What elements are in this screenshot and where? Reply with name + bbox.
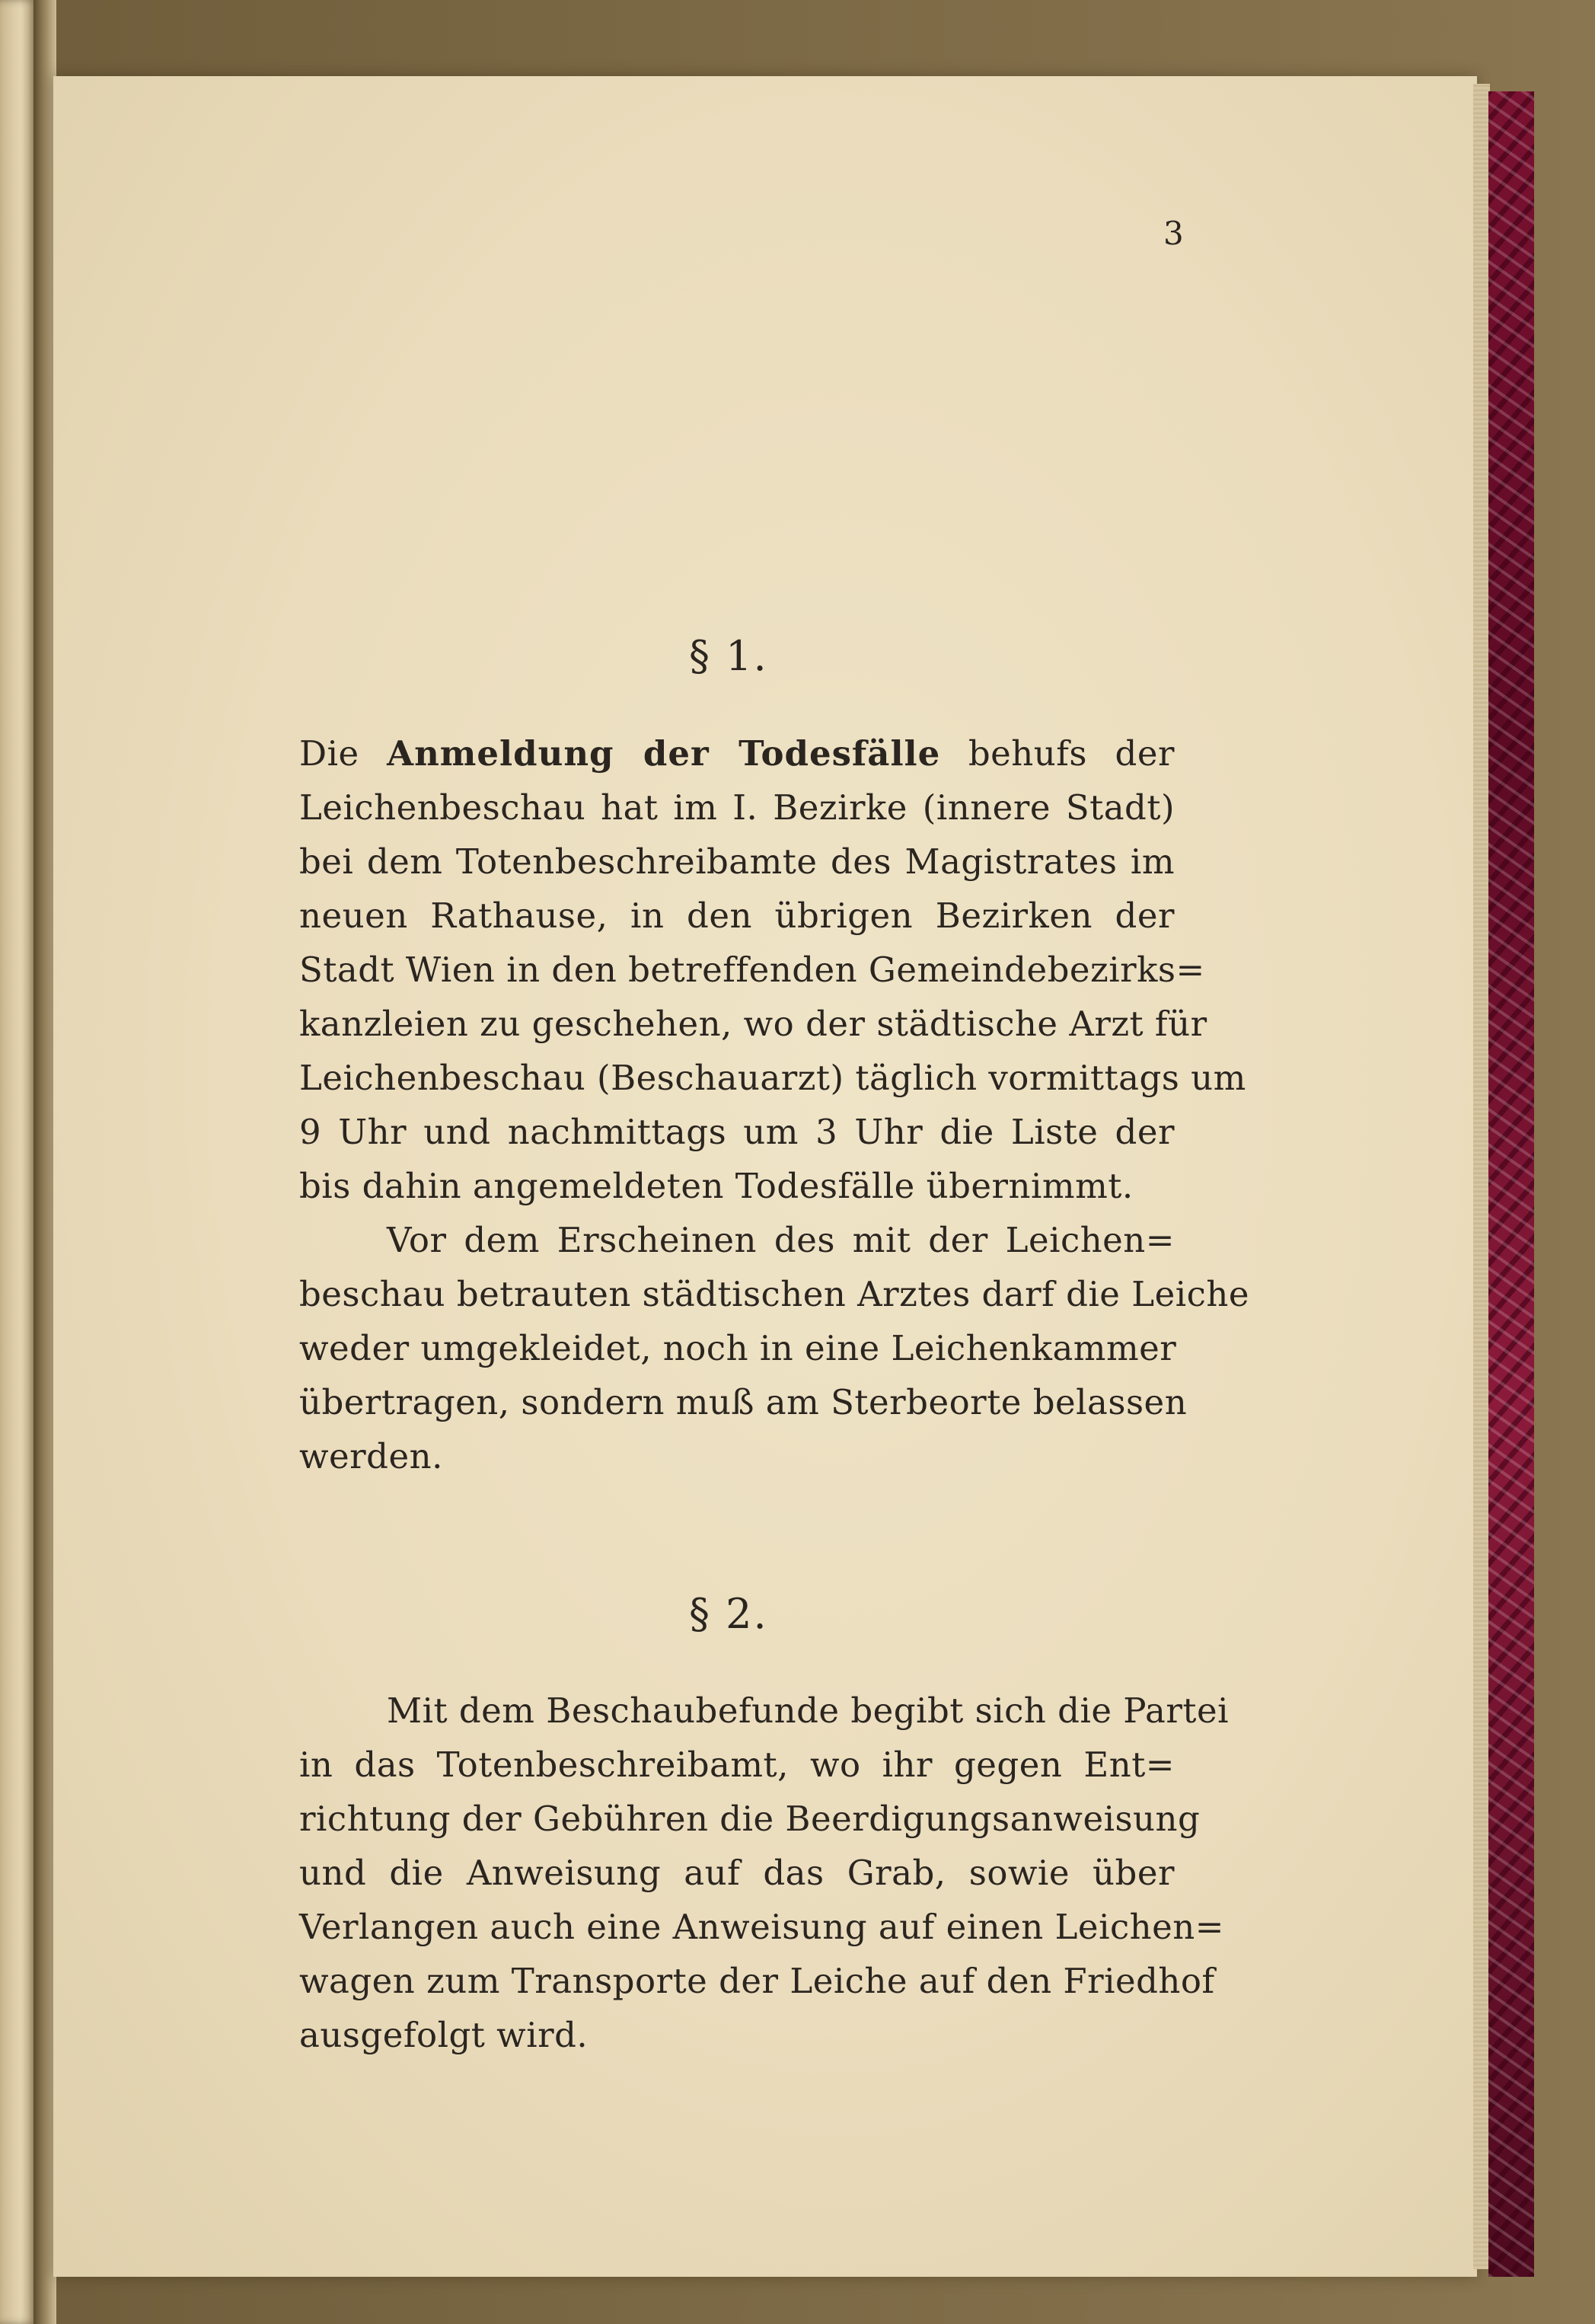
paragraph-line: Vor dem Erscheinen des mit der Leichen= <box>387 1220 1175 1260</box>
paragraph-line: Leichenbeschau hat im I. Bezirke (innere Stadt) <box>299 787 1175 828</box>
paragraph-line: kanzleien zu geschehen, wo der städtische Arzt für <box>299 1004 1207 1044</box>
paragraph-line: werden. <box>299 1436 443 1476</box>
left-page-edge <box>0 0 37 2324</box>
paragraph-line: übertragen, sondern muß am Sterbeorte belassen <box>299 1382 1188 1422</box>
line-text: Die <box>299 733 359 774</box>
line-text: behufs der <box>968 733 1175 774</box>
paragraph-line: ausgefolgt wird. <box>299 2015 589 2055</box>
paragraph-line: beschau betrauten städtischen Arztes darf die Leiche <box>299 1274 1249 1314</box>
paragraph-line: in das Totenbeschreibamt, wo ihr gegen Ent= <box>299 1745 1175 1785</box>
paragraph-line: Stadt Wien in den betreffenden Gemeindebezirks= <box>299 950 1205 990</box>
paragraph-line: neuen Rathause, in den übrigen Bezirken der <box>299 895 1175 936</box>
section-heading-1: § 1. <box>689 632 768 680</box>
paragraph-line: Leichenbeschau (Beschauarzt) täglich vormittags um <box>299 1058 1246 1098</box>
paragraph-line: bis dahin angemeldeten Todesfälle übernimmt. <box>299 1166 1134 1206</box>
emphasized-text: Anmeldung der Todesfälle <box>387 733 941 774</box>
paragraph-line: und die Anweisung auf das Grab, sowie über <box>299 1853 1175 1893</box>
paragraph-line: wagen zum Transporte der Leiche auf den Friedhof <box>299 1961 1215 2001</box>
marbled-cover-edge <box>1488 91 1534 2277</box>
paragraph-line <box>299 733 1175 774</box>
paragraph-line: weder umgekleidet, noch in eine Leichenkammer <box>299 1328 1177 1368</box>
paragraph-line: 9 Uhr und nachmittags um 3 Uhr die Liste der <box>299 1112 1175 1152</box>
page-number: 3 <box>1163 215 1184 252</box>
paragraph-line: Verlangen auch eine Anweisung auf einen Leichen= <box>299 1907 1224 1947</box>
paragraph-line: richtung der Gebühren die Beerdigungsanweisung <box>299 1799 1201 1839</box>
page-stack-edge <box>1473 84 1490 2269</box>
paragraph-line: bei dem Totenbeschreibamte des Magistrates im <box>299 841 1175 882</box>
section-heading-2: § 2. <box>689 1590 768 1638</box>
paragraph-line: Mit dem Beschaubefunde begibt sich die Partei <box>387 1690 1229 1731</box>
